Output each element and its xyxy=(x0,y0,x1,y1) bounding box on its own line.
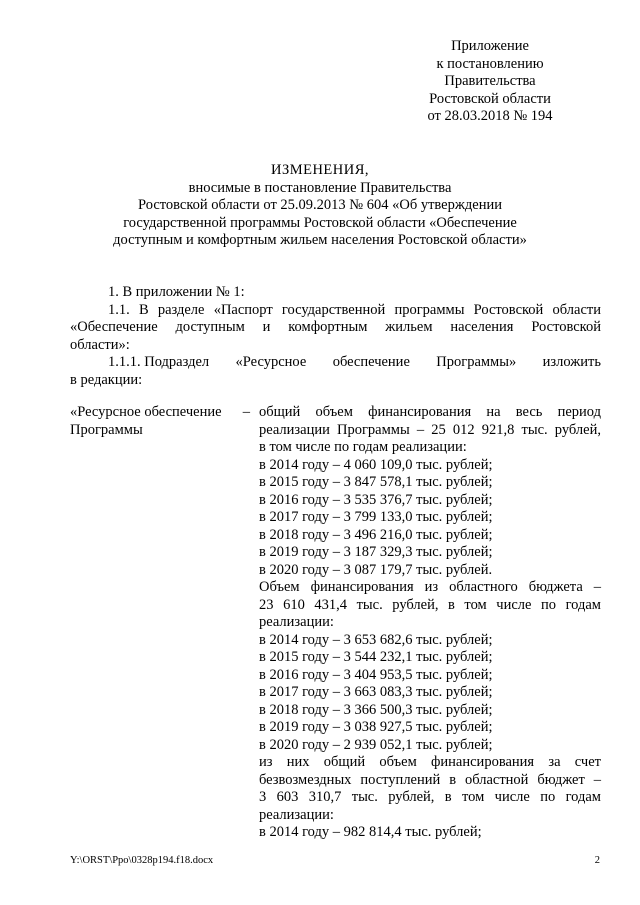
appendix-header xyxy=(400,38,580,126)
resource-detail-line: безвозмездных поступлений в областной бюджет – xyxy=(259,771,601,788)
title-line: вносимые в постановление Правительства xyxy=(188,179,452,196)
appendix-line: к постановлению xyxy=(436,55,544,72)
resource-label-row xyxy=(70,404,250,422)
resource-detail-line: в 2017 году – 3 799 133,0 тыс. рублей; xyxy=(259,509,493,525)
resource-detail-line: в 2018 году – 3 366 500,3 тыс. рублей; xyxy=(259,701,493,718)
resource-detail-line: в 2015 году – 3 847 578,1 тыс. рублей; xyxy=(259,474,493,490)
item-1-1-1-word: 1.1.1. Подраздел xyxy=(108,354,210,370)
resource-detail-line: в 2016 году – 3 535 376,7 тыс. рублей; xyxy=(259,491,493,508)
resource-label-word: «Ресурсное обеспечение xyxy=(70,404,222,420)
resource-label xyxy=(70,404,250,439)
resource-detail-line: реализации: xyxy=(259,806,334,823)
resource-detail-line: реализации: xyxy=(259,614,334,630)
resource-detail-line: в 2020 году – 3 087 179,7 тыс. рублей. xyxy=(259,561,493,578)
resource-details xyxy=(259,404,601,842)
resource-detail-line: общий объем финансирования на весь период xyxy=(259,404,601,420)
resource-detail-line: в 2019 году – 3 187 329,3 тыс. рублей; xyxy=(259,544,493,560)
resource-detail-line: 3 603 310,7 тыс. рублей, в том числе по годам xyxy=(259,789,601,805)
item-1-1-1-word: изложить xyxy=(542,354,601,370)
title-line: государственной программы Ростовской области «Обеспечение xyxy=(123,214,517,231)
resource-detail-line: в том числе по годам реализации: xyxy=(259,439,467,455)
resource-detail-line: реализации Программы – 25 012 921,8 тыс. рублей, xyxy=(259,421,601,438)
item-1: 1. В приложении № 1: xyxy=(108,284,245,300)
item-1-1-line: «Обеспечение доступным и комфортным жильем населения Ростовской xyxy=(70,319,601,335)
title-line: доступным и комфортным жильем населения Ростовской области» xyxy=(113,232,527,248)
resource-detail-line: в 2014 году – 982 814,4 тыс. рублей; xyxy=(259,824,482,840)
resource-label-word: Программы xyxy=(70,421,143,438)
resource-detail-line: в 2017 году – 3 663 083,3 тыс. рублей; xyxy=(259,684,493,700)
resource-detail-line: из них общий объем финансирования за счет xyxy=(259,754,601,770)
resource-detail-line: в 2019 году – 3 038 927,5 тыс. рублей; xyxy=(259,719,493,735)
item-1-1-1-line xyxy=(70,354,601,372)
item-1-1-line: 1.1. В разделе «Паспорт государственной программы Ростовской области xyxy=(108,301,601,318)
title-line: Ростовской области от 25.09.2013 № 604 «Об утверждении xyxy=(138,197,502,213)
title-heading: ИЗМЕНЕНИЯ, xyxy=(270,162,370,178)
appendix-line: от 28.03.2018 № 194 xyxy=(427,108,553,124)
item-1-1-1-word: Программы» xyxy=(436,354,517,370)
document-title xyxy=(100,162,540,250)
body-text xyxy=(70,284,601,389)
resource-detail-line: в 2020 году – 2 939 052,1 тыс. рублей; xyxy=(259,736,493,753)
item-1-1-1-line2: в редакции: xyxy=(70,371,143,388)
resource-label-dash: – xyxy=(242,404,250,420)
appendix-line: Правительства xyxy=(444,73,536,89)
item-1-1-1-word: «Ресурсное xyxy=(235,354,307,370)
resource-detail-line: в 2014 году – 4 060 109,0 тыс. рублей; xyxy=(259,456,493,473)
appendix-line: Ростовской области xyxy=(429,90,551,107)
file-path: Y:\ORST\Ppo\0328p194.f18.docx xyxy=(70,855,214,866)
page-number: 2 xyxy=(594,855,600,866)
item-1-1-1-word: обеспечение xyxy=(332,354,410,370)
resource-detail-line: 23 610 431,4 тыс. рублей, в том числе по годам xyxy=(259,596,601,613)
resource-detail-line: в 2018 году – 3 496 216,0 тыс. рублей; xyxy=(259,526,493,543)
resource-detail-line: в 2014 году – 3 653 682,6 тыс. рублей; xyxy=(259,631,493,648)
resource-detail-line: в 2016 году – 3 404 953,5 тыс. рублей; xyxy=(259,666,493,683)
resource-detail-line: в 2015 году – 3 544 232,1 тыс. рублей; xyxy=(259,649,493,665)
item-1-1-line: области»: xyxy=(70,336,130,353)
appendix-line: Приложение xyxy=(451,38,529,54)
resource-detail-line: Объем финансирования из областного бюджета – xyxy=(259,579,601,595)
